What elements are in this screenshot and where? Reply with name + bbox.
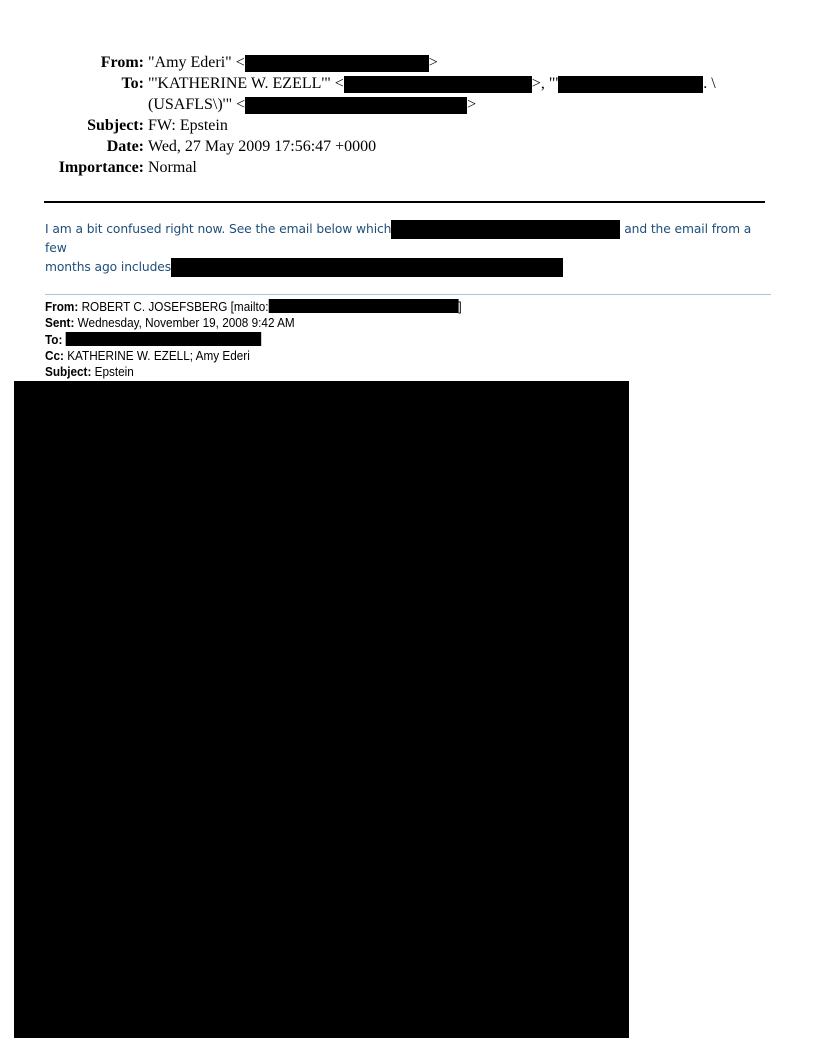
header-subject-value: FW: Epstein	[148, 117, 228, 134]
header-to-mid: >, "'	[531, 75, 559, 92]
header-to-value-2	[148, 94, 476, 115]
email-header	[0, 52, 816, 178]
redaction-block	[344, 76, 532, 93]
fwd-from-label: From:	[45, 300, 79, 314]
redaction-block	[245, 97, 467, 114]
redaction-block	[269, 299, 462, 314]
redaction-block	[171, 258, 563, 277]
redaction-block	[558, 76, 703, 93]
header-to-label: To:	[121, 75, 144, 92]
fwd-cc-row	[45, 349, 741, 365]
header-importance-row	[0, 157, 816, 178]
header-to-text-2: (USAFLS\)'" <	[148, 96, 246, 113]
forward-divider	[45, 294, 771, 295]
redaction-block-large	[14, 381, 629, 1038]
redaction-block	[66, 332, 262, 346]
header-to-value	[148, 73, 716, 94]
message-line-1	[45, 220, 775, 258]
fwd-subject-row	[45, 365, 741, 381]
header-subject-row	[0, 115, 816, 136]
header-importance-label: Importance:	[58, 159, 144, 176]
header-divider	[44, 201, 765, 203]
message-body	[45, 220, 775, 277]
message-line-2	[45, 258, 775, 277]
header-to-close: >	[467, 96, 477, 113]
fwd-subject-label: Subject:	[45, 364, 92, 379]
header-subject-label: Subject:	[87, 117, 144, 134]
message-line-1-start: I am a bit confused right now. See the email below which	[45, 222, 392, 236]
header-from-row	[0, 52, 816, 73]
fwd-sent-row	[45, 316, 741, 332]
fwd-from-close: ]	[458, 300, 462, 314]
redaction-block	[391, 220, 620, 239]
header-date-value: Wed, 27 May 2009 17:56:47 +0000	[148, 138, 377, 155]
fwd-from-value: ROBERT C. JOSEFSBERG [mailto:	[81, 300, 269, 314]
fwd-sent-label: Sent:	[45, 315, 75, 330]
header-from-value	[148, 52, 438, 73]
header-importance-value: Normal	[148, 159, 197, 176]
header-date-label: Date:	[106, 138, 144, 155]
fwd-sent-value: Wednesday, November 19, 2008 9:42 AM	[77, 315, 295, 330]
header-from-close: >	[428, 54, 438, 71]
fwd-subject-value: Epstein	[94, 364, 134, 379]
message-line-1-end: and the email from a few	[45, 222, 752, 255]
header-to-row-2	[0, 94, 816, 115]
fwd-to-label: To:	[45, 332, 63, 347]
header-to-tail: . \	[703, 75, 716, 92]
fwd-cc-label: Cc:	[45, 348, 64, 363]
fwd-cc-value: KATHERINE W. EZELL; Amy Ederi	[67, 348, 250, 363]
fwd-from-row	[45, 299, 741, 316]
header-from-text: "Amy Ederi" <	[148, 54, 245, 71]
header-spacer	[0, 94, 148, 115]
header-to-text-1: "'KATHERINE W. EZELL'" <	[148, 75, 344, 92]
forwarded-header	[45, 299, 741, 381]
fwd-to-row	[45, 332, 741, 349]
header-from-label: From:	[100, 54, 144, 71]
redaction-block	[245, 55, 429, 72]
header-to-row	[0, 73, 816, 94]
message-line-2-start: months ago includes	[45, 260, 172, 274]
header-date-row	[0, 136, 816, 157]
